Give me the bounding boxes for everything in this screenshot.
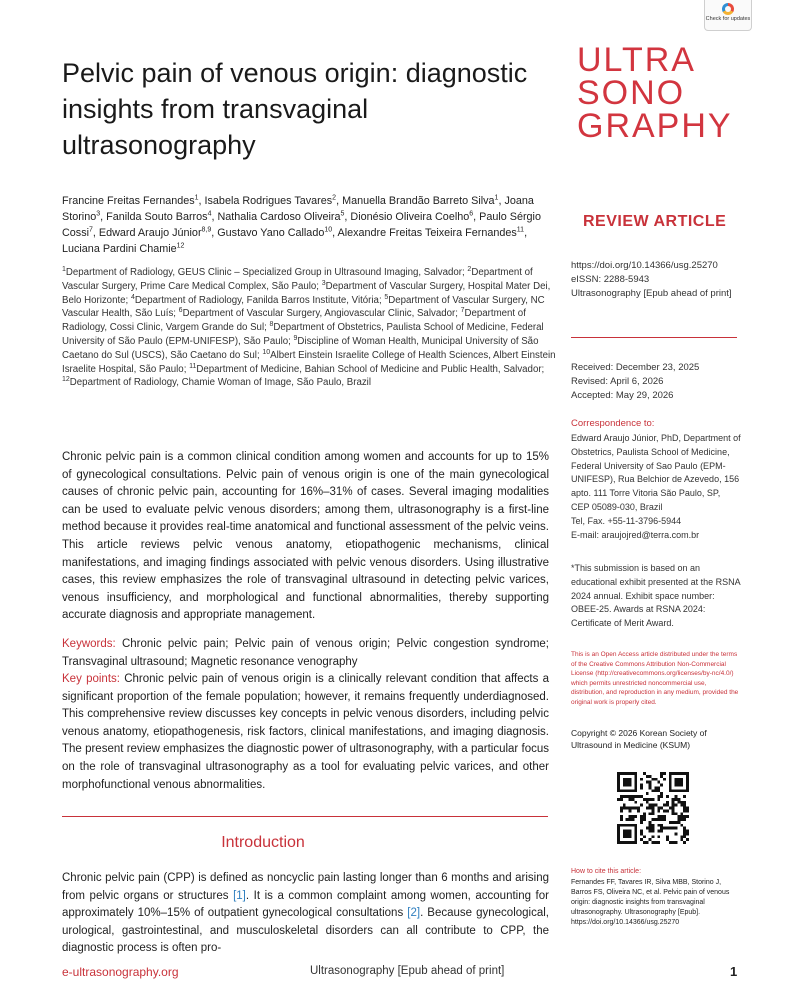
author-affiliation-mark: 11 [516, 226, 525, 234]
intro-text-part: . It is a common complaint among women, accounting for approximately 10%–15% of outpatient gynecological consultations [62, 889, 549, 920]
affiliation-mark: 9 [293, 334, 298, 342]
author-affiliation-mark: 10 [324, 226, 333, 234]
author-name [205, 195, 337, 207]
affiliation-mark: 7 [460, 307, 465, 315]
received-date: Received: December 23, 2025 [571, 362, 700, 373]
author-name-text: Francine Freitas Fernandes [62, 195, 195, 207]
author-name [62, 195, 199, 207]
author-affiliation-mark: 1 [494, 194, 499, 202]
author-affiliation-mark: 3 [96, 210, 101, 218]
author-affiliation-mark: 1 [194, 194, 199, 202]
affiliation-text: Department of Obstetrics, Paulista School of Medicine, Federal University of São Paulo (EPM-UNIFESP), São Paulo; [62, 322, 544, 347]
crossmark-icon [722, 3, 734, 15]
affiliation-mark: 10 [262, 348, 271, 356]
affiliation-text: Department of Vascular Surgery, Angiovascular Clinic, Salvador; [182, 308, 461, 320]
author-affiliation-mark: 4 [207, 210, 212, 218]
doi-link[interactable]: https://doi.org/10.14366/usg.25270 [571, 260, 718, 271]
affiliation-text: Department of Radiology, GEUS Clinic – Specialized Group in Ultrasound Imaging, Salvador; [65, 267, 468, 278]
footer-website-link[interactable]: e-ultrasonography.org [62, 965, 179, 979]
abstract: Chronic pelvic pain is a common clinical condition among women and accounts for up to 15% of gynecological consultations. Pelvic pain of venous origin is one of the main gynecological causes of chronic pelvic pain, accounting for 16%–31% of cases. Several imaging modalities can be used to evaluate pelvic venous disorders; among them, ultrasonography is a first-line method because it provides real-time anatomical and functional assessment of the pelvic veins. This article reviews pelvic venous anatomy, etiopathogenic mechanisms, clinical manifestations, and imaging findings associated with pelvic venous disorders. Using illustrative cases, this review emphasizes the role of transvaginal ultrasound in detecting pelvic varices, venous insufficiency, and morphological and functional abnormalities, thereby supporting accurate diagnosis and appropriate management. [62, 451, 549, 622]
journal-logo-line: GRAPHY [577, 107, 733, 145]
page-number: 1 [730, 964, 738, 979]
author-name [99, 227, 211, 239]
keywords-label: Keywords: [62, 638, 116, 650]
journal-logo [577, 41, 777, 145]
article-identifiers [571, 259, 732, 301]
affiliation-mark: 4 [130, 293, 135, 301]
footer-journal: Ultrasonography [Epub ahead of print] [310, 965, 505, 977]
affiliation-text: Albert Einstein Israelite College of Health Sciences, Albert Einstein Israelite Hospital, São Paulo; [62, 349, 556, 375]
key-points-text: Chronic pelvic pain of venous origin is a clinically relevant condition that affects a significant proportion of the female population; however, it remains frequently underdiagnosed. This comprehensive review discusses key concepts in pelvic venous disorders, including pelvic venous anatomy, etiopathogenesis, risk factors, clinical manifestations, and imaging diagnosis. The present review emphasizes the diagnostic power of ultrasonography, with a particular focus on the role of transvaginal ultrasonography as a tool for evaluating pelvic varices, and other morphofunctional venous abnormalities. [62, 673, 549, 791]
affiliation-mark: 1 [62, 265, 66, 273]
keywords [62, 636, 549, 671]
eissn: eISSN: 2288-5943 [571, 274, 650, 285]
author-affiliation-mark: 7 [89, 226, 93, 234]
author-affiliation-mark: 6 [469, 210, 474, 218]
citation-text: Fernandes FF, Tavares IR, Silva MBB, Storino J, Barros FS, Oliveira NC, et al. Pelvic pain of venous origin: diagnostic insights from transvaginal ultrasonography. Ultrasonography [Epub]. https://doi.org/10.14366/usg.25270 [571, 879, 730, 926]
correspondence-label: Correspondence to: [571, 418, 655, 429]
author-name [217, 211, 344, 223]
affiliation-text: Department of Radiology, Fanilda Barros Institute, Vitória; [134, 294, 385, 306]
affiliation-text: Department of Vascular Surgery, NC Vascular Health, São Luís; [62, 294, 545, 320]
journal-logo-line: SONO [577, 74, 686, 112]
key-points [62, 671, 549, 794]
author-affiliation-mark: 5 [340, 210, 345, 218]
section-divider [62, 816, 548, 817]
revised-date: Revised: April 6, 2026 [571, 376, 664, 387]
check-for-updates-badge[interactable] [704, 0, 752, 31]
correspondence-address: Edward Araujo Júnior, PhD, Department of Obstetrics, Paulista School of Medicine, Federal University of Sao Paulo (EPM-UNIFESP), Rua Belchior de Azevedo, 156 apto. 111 Torre Vitoria São Paulo, SP, CEP 05089-030, Brazil [571, 433, 741, 512]
article-dates [571, 361, 699, 403]
submission-note: *This submission is based on an educational exhibit presented at the RSNA 2024 annual. Exhibit space number: OBEE-25. Awards at RSNA 2024: Certificate of Merit Award. [571, 563, 741, 629]
journal-logo-line: ULTRA [577, 41, 696, 79]
affiliation-text: Department of Radiology, Cossi Clinic, Vargem Grande do Sul; [62, 308, 526, 334]
author-name [342, 195, 498, 207]
author-name-text: Gustavo Yano Callado [217, 227, 325, 239]
epub-status: Ultrasonography [Epub ahead of print] [571, 288, 732, 299]
introduction-heading: Introduction [221, 834, 305, 851]
affiliation-text: Department of Radiology, Chamie Woman of Image, São Paulo, Brazil [69, 377, 371, 389]
affiliation-mark: 11 [189, 362, 197, 370]
copyright-notice: Copyright © 2026 Korean Society of Ultrasound in Medicine (KSUM) [571, 728, 707, 750]
author-affiliation-mark: 12 [176, 242, 185, 250]
reference-link[interactable]: [1] [233, 889, 246, 902]
affiliation-list [62, 266, 557, 390]
affiliation-text: Department of Vascular Surgery, Hospital Mater Dei, Belo Horizonte; [62, 280, 551, 306]
reference-link[interactable]: [2] [407, 907, 421, 920]
author-name-text: Manuella Brandão Barreto Silva [342, 195, 495, 207]
affiliation-mark: 3 [321, 279, 326, 287]
sidebar-divider [571, 337, 737, 338]
correspondence-email[interactable]: E-mail: araujojred@terra.com.br [571, 529, 700, 540]
author-name-text: Alexandre Freitas Teixeira Fernandes [337, 227, 517, 239]
affiliation-mark: 8 [269, 320, 274, 328]
qr-code-icon[interactable] [617, 772, 689, 844]
affiliation-mark: 2 [467, 265, 472, 273]
intro-text-part: Chronic pelvic pain (CPP) is defined as noncyclic pain lasting longer than 6 months and arising from pelvic organs or structures [62, 872, 549, 902]
accepted-date: Accepted: May 29, 2026 [571, 390, 674, 401]
author-list: Francine Freitas Fernandes$^1$, Isabela Rodrigues Tavares$^2$, Manuella Brandão Barreto Silva$^1$, Joana Storino$^3$, Fanilda Souto Barros$^4$, Nathalia Cardoso Oliveira$^5$, Dionésio Oliveira Coelho$^6$, Paulo Sérgio Cossi$^7$, Edward Araujo Júnior$^{8,9}$, Gustavo Yano Callado$^{10}$, Alexandre Freitas Teixeira Fernandes$^{11}$, Luciana Pardini Chamie$^{12}$ [62, 194, 541, 255]
article-title: Pelvic pain of venous origin: diagnostic insights from transvaginal ultrasonography [62, 58, 528, 160]
author-name-text: Joana Storino [62, 195, 534, 223]
author-name [62, 243, 184, 255]
correspondence-phone: Tel, Fax. +55-11-3796-5944 [571, 515, 682, 526]
author-name [106, 211, 211, 223]
author-name-text: Dionésio Oliveira Coelho [350, 211, 470, 223]
keywords-text: Chronic pelvic pain; Pelvic pain of venous origin; Pelvic congestion syndrome; Transvaginal ultrasound; Magnetic resonance venography [62, 638, 549, 668]
check-for-updates-label: Check for updates [705, 16, 751, 22]
affiliation-mark: 6 [178, 307, 183, 315]
author-name-text: Paulo Sérgio Cossi [62, 211, 541, 239]
affiliation-mark: 5 [384, 293, 389, 301]
author-affiliation-mark: 8,9 [201, 226, 212, 234]
author-name-text: Isabela Rodrigues Tavares [204, 195, 333, 207]
author-name-text: Fanilda Souto Barros [106, 211, 208, 223]
author-name-text: Luciana Pardini Chamie [62, 243, 177, 255]
intro-text-part: . Because gynecological, urological, gastrointestinal, and musculoskeletal disorders can all contribute to CPP, the diagnostic process is often pro- [62, 907, 549, 955]
correspondence-details [571, 432, 741, 542]
affiliation-text: Department of Medicine, Bahian School of Medicine and Public Health, Salvador; [196, 363, 545, 375]
key-points-label: Key points: [62, 673, 120, 685]
cite-label: How to cite this article: [571, 868, 642, 875]
affiliation-text: Discipline of Woman Health, Municipal University of São Caetano do Sul (USCS), São Caetano do Sul; [62, 335, 539, 361]
article-type: REVIEW ARTICLE [583, 213, 727, 230]
affiliation-text: Department of Vascular Surgery, Prime Care Medical Complex, São Paulo; [62, 267, 533, 292]
author-name [338, 227, 525, 239]
open-access-notice: This is an Open Access article distributed under the terms of the Creative Commons Attribution Non-Commercial License (http://creativecommons.org/licenses/by-nc/4.0/) which permits unrestricted noncommercial use, distribution, and reproduction in any medium, provided the original work is properly cited. [571, 651, 739, 706]
author-name-text: Edward Araujo Júnior [98, 227, 202, 239]
affiliation-mark: 12 [62, 376, 70, 384]
author-name [350, 211, 473, 223]
author-name [217, 227, 332, 239]
author-affiliation-mark: 2 [332, 194, 337, 202]
introduction-paragraph [62, 870, 549, 955]
author-name-text: Nathalia Cardoso Oliveira [217, 211, 341, 223]
